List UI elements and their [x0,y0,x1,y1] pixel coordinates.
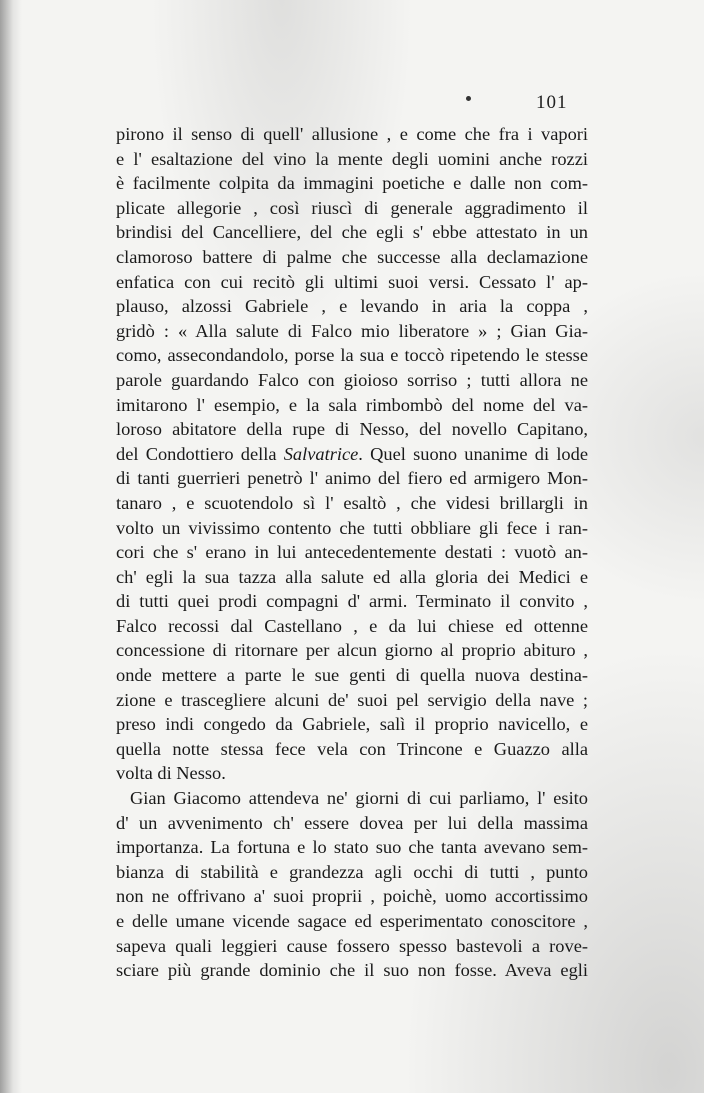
text-line: onde mettere a parte le sue genti di quella nuova destina- [116,665,588,686]
text-line: brindisi del Cancelliere, del che egli s' ebbe attestato in un [116,222,588,243]
paragraph-start-line: Gian Giacomo attendeva ne' giorni di cui parliamo, l' esito [130,788,588,809]
text-line: volto un vivissimo contento che tutti obbliare gli fece i ran- [116,517,588,538]
text-line: pirono il senso di quell' allusione , e come che fra i vapori [116,124,588,144]
text-line: gridò : « Alla salute di Falco mio liberatore » ; Gian Gia- [116,320,588,341]
text-line: loroso abitatore della rupe di Nesso, del novello Capitano, [116,419,588,440]
text-line: bianza di stabilità e grandezza agli occhi di tutti , punto [116,861,588,882]
printer-mark [466,96,471,101]
text-line: ch' egli la sua tazza alla salute ed alla gloria dei Medici e [116,566,588,587]
text-line-with-italic [116,442,588,467]
text-line: cori che s' erano in lui antecedentemente destati : vuotò an- [116,542,588,563]
body-text [116,122,588,983]
text-span: . Quel suono unanime di lode [358,443,588,464]
text-line: concessione di ritornare per alcun giorno al proprio abituro , [116,640,588,661]
text-line: di tanti guerrieri penetrò l' animo del fiero ed armigero Mon- [116,468,588,489]
text-line: sciare più grande dominio che il suo non fosse. Aveva egli [116,960,588,981]
text-span: del Condottiero della [116,443,284,464]
text-line: e delle umane vicende sagace ed esperimentato conoscitore , [116,911,588,931]
text-line: clamoroso battere di palme che successe alla declamazione [116,246,588,267]
text-line: importanza. La fortuna e lo stato suo che tanta avevano sem- [116,837,588,858]
text-line: imitarono l' esempio, e la sala rimbombò del nome del va- [116,394,588,415]
text-line: di tutti quei prodi compagni d' armi. Terminato il convito , [116,591,588,612]
italic-ship-name: Salvatrice [283,443,359,464]
text-line: e l' esaltazione del vino la mente degli uomini anche rozzi [116,148,588,169]
text-line: è facilmente colpita da immagini poetiche e dalle non com- [116,173,588,194]
page-number: 101 [536,92,568,113]
text-line: quella notte stessa fece vela con Trincone e Guazzo alla [116,738,588,759]
text-line: plauso, alzossi Gabriele , e levando in aria la coppa , [116,296,588,317]
text-line: como, assecondandolo, porse la sua e toccò ripetendo le stesse [116,345,588,366]
text-line: Falco recossi dal Castellano , e da lui chiese ed ottenne [116,615,588,636]
text-line: enfatica con cui recitò gli ultimi suoi versi. Cessato l' ap- [116,271,588,292]
text-line: parole guardando Falco con gioioso sorriso ; tutti allora ne [116,369,588,390]
text-line: volta di Nesso. [116,763,226,784]
text-line: non ne offrivano a' suoi proprii , poichè, uomo accortissimo [116,886,588,907]
text-line: preso indi congedo da Gabriele, salì il proprio navicello, e [116,714,588,735]
binding-gutter-shadow [0,0,22,1093]
text-line: d' un avvenimento ch' essere dovea per lui della massima [116,812,588,833]
text-line: sapeva quali leggieri cause fossero spesso bastevoli a rove- [116,935,588,956]
text-line: zione e trascegliere alcuni de' suoi pel servigio della nave ; [116,689,588,710]
text-line: tanaro , e scuotendolo sì l' esaltò , che videsi brillargli in [116,492,588,513]
text-line: plicate allegorie , così riuscì di generale aggradimento il [116,197,588,218]
